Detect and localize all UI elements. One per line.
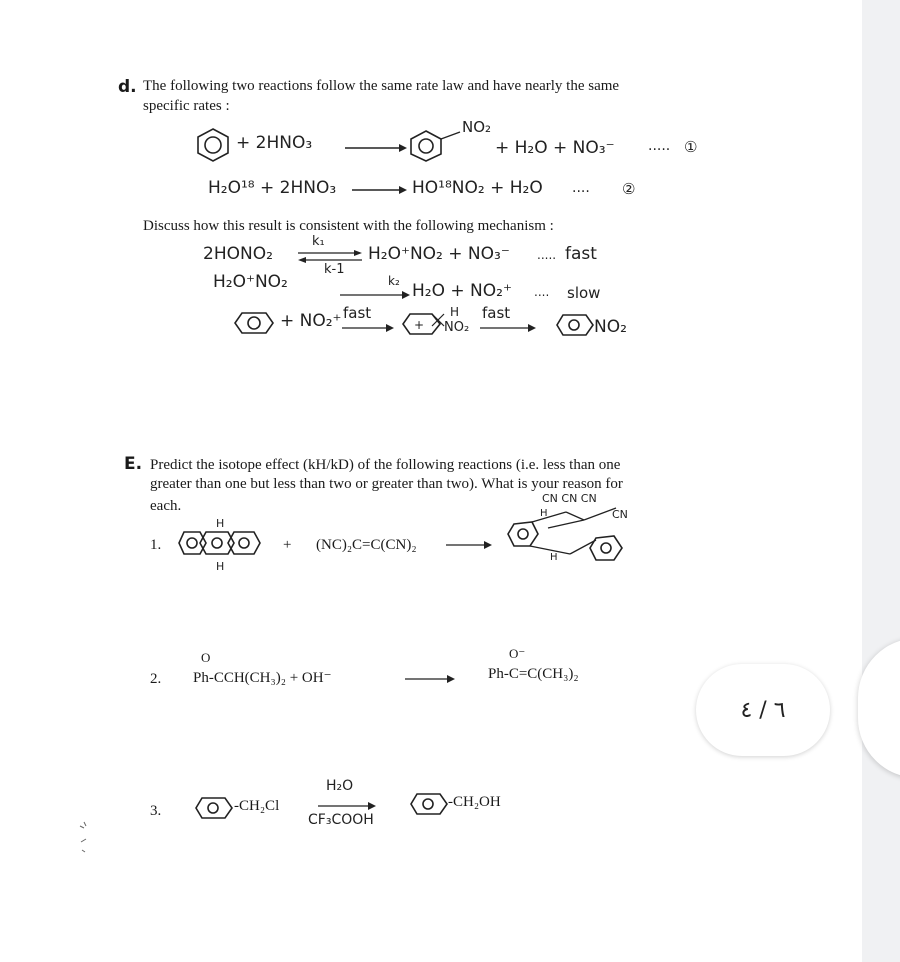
reaction-arrow-icon <box>352 185 407 195</box>
svg-text:+: + <box>414 318 425 332</box>
mech-step1-lhs: 2HONO₂ <box>203 244 273 264</box>
mech-step3-lhs: + NO₂⁺ <box>280 311 342 331</box>
nitrobenzene-ring-icon <box>410 130 462 162</box>
reaction-arrow-icon <box>446 540 492 550</box>
reaction1-dots: ..... <box>648 138 671 154</box>
section-d-intro-line2: specific rates : <box>143 98 230 114</box>
e2-reactant: Ph-CCH(CH₃)₂ + OH⁻ <box>193 670 332 686</box>
mech-step3-fast2: fast <box>482 304 511 322</box>
reaction2-number: ② <box>622 180 636 198</box>
reaction1-rhs: + H₂O + NO₃⁻ <box>495 138 615 158</box>
e1-number: 1. <box>150 537 162 553</box>
mech-step3-fast1: fast <box>343 304 372 322</box>
mech-step3-product: NO₂ <box>594 317 627 337</box>
reaction1-substituent: NO₂ <box>462 118 492 136</box>
e1-top-h: H <box>216 517 225 530</box>
reaction-arrow-icon <box>405 674 455 684</box>
e3-below-arrow: CF₃COOH <box>308 812 374 828</box>
e3-number: 3. <box>150 803 162 819</box>
reaction1-number: ① <box>684 138 698 156</box>
mech-step3-h: H <box>450 305 460 319</box>
benzene-ring-icon <box>410 792 450 816</box>
mech-step2-rhs: H₂O + NO₂⁺ <box>412 281 512 301</box>
reaction2-dots: .... <box>572 180 590 196</box>
arenium-ion-icon <box>402 312 446 336</box>
e3-above-arrow: H₂O <box>326 778 354 794</box>
reaction2-lhs: H₂O¹⁸ + 2HNO₃ <box>208 178 337 198</box>
benzene-ring-icon <box>196 128 230 162</box>
reaction1-lhs: + 2HNO₃ <box>236 133 313 153</box>
discuss-text: Discuss how this result is consistent with the following mechanism : <box>143 218 554 234</box>
e1-cn-label2: CN <box>612 508 628 521</box>
reaction-arrow-icon <box>318 801 376 811</box>
mech-step2-rate: slow <box>567 284 601 302</box>
e1-h-label: H <box>540 508 548 519</box>
e1-h-label2: H <box>550 552 558 563</box>
e2-o-prod: O⁻ <box>509 646 526 661</box>
mech-step1-dots: ..... <box>537 248 557 262</box>
section-e-intro-line3: each. <box>150 498 182 514</box>
viewer-sidebar <box>862 0 900 962</box>
mech-step1-rhs: H₂O⁺NO₂ + NO₃⁻ <box>368 244 510 264</box>
reaction-arrow-icon <box>345 143 407 153</box>
nitrobenzene-ring-icon <box>556 314 596 336</box>
diels-alder-adduct-icon <box>506 498 636 568</box>
anthracene-icon <box>178 530 262 556</box>
benzene-ring-icon <box>234 312 274 334</box>
e1-bottom-h: H <box>216 560 225 573</box>
e1-cn-labels: CN CN CN <box>542 492 597 505</box>
mech-step1-rate: fast <box>565 244 597 264</box>
e3-product: -CH₂OH <box>448 794 501 810</box>
reaction-arrow-icon <box>342 323 394 333</box>
benzene-ring-icon <box>195 796 235 820</box>
e1-plus: + <box>283 537 292 553</box>
e2-product: Ph-C=C(CH₃)₂ <box>488 666 579 682</box>
e1-reagent: (NC)₂C=C(CN)₂ <box>316 537 417 553</box>
margin-scribble-icon <box>78 820 98 860</box>
e2-number: 2. <box>150 671 162 687</box>
e3-reactant: -CH₂Cl <box>234 798 280 814</box>
reaction2-rhs: HO¹⁸NO₂ + H₂O <box>412 178 543 198</box>
mech-step2-k2: k₂ <box>388 274 400 288</box>
mech-step1-km1: k-1 <box>324 262 345 277</box>
mech-step1-k1: k₁ <box>312 234 325 249</box>
section-d-intro-line1: The following two reactions follow the same rate law and have nearly the same <box>143 78 620 94</box>
section-e-label: E. <box>124 454 143 474</box>
page-indicator[interactable]: ٦ / ٤ <box>696 664 830 756</box>
section-d-label: d. <box>118 77 137 97</box>
reaction-arrow-icon <box>480 323 536 333</box>
e2-o-top: O <box>201 650 211 665</box>
reaction-arrow-icon <box>340 290 410 300</box>
mech-step3-no2: NO₂ <box>444 320 470 335</box>
mech-step2-dots: .... <box>534 285 550 299</box>
section-e-intro-line1: Predict the isotope effect (kH/kD) of the following reactions (i.e. less than one <box>150 457 621 473</box>
section-e-intro-line2: greater than one but less than two or greater than two). What is your reason for <box>150 476 623 492</box>
mech-step2-lhs: H₂O⁺NO₂ <box>213 272 288 292</box>
